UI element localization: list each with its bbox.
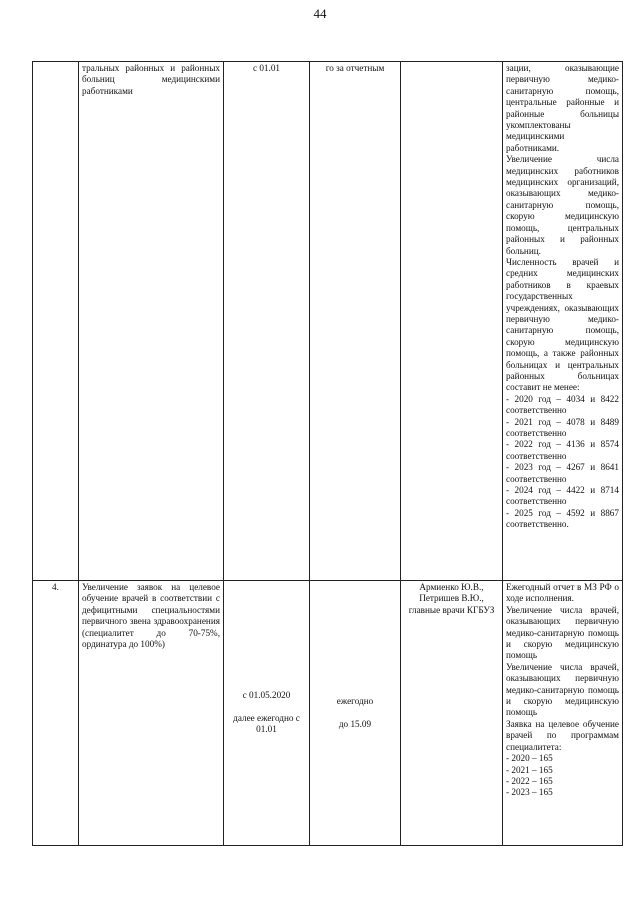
- results-cell: [503, 62, 623, 581]
- result-line: - 2024 год – 4422 и 8714 соответственно: [506, 485, 619, 507]
- start-date-cell: [224, 581, 310, 846]
- result-line: - 2022 – 165: [506, 775, 553, 786]
- result-line: - 2022 год – 4136 и 8574 соответственно: [506, 439, 619, 461]
- result-line: - 2025 год – 4592 и 8867 соответственно.: [506, 507, 619, 530]
- start-date-first: с 01.05.2020: [242, 690, 291, 701]
- result-line: Увеличение числа медицинских работников медицинских организаций, оказывающих медико-санитарную помощь, скорую медицинскую помощь, центральных районных и районных больниц.: [506, 154, 619, 256]
- period-frequency: ежегодно: [336, 696, 374, 707]
- period-deadline: до 15.09: [338, 718, 372, 729]
- result-line: - 2021 – 165: [506, 764, 553, 775]
- row-number-cell: [33, 62, 79, 581]
- table-row: [33, 62, 623, 581]
- start-date-cell: с 01.01: [224, 62, 310, 581]
- result-line: Численность врачей и средних медицинских работников в краевых государственных учреждениях, оказывающих первичную медико-санитарную помощь, скорую медицинскую помощь, а также районных больницах и центральных районных больницах составит не менее:: [506, 256, 619, 393]
- result-line: Заявка на целевое обучение врачей по программам специалитета:: [506, 718, 619, 752]
- row-number-cell: 4.: [33, 581, 79, 846]
- page-number: 44: [313, 6, 327, 21]
- table-row: [33, 581, 623, 846]
- activity-cell: тральных районных и районных больниц медицинскими работниками: [79, 62, 224, 581]
- result-line: - 2023 год – 4267 и 8641 соответственно: [506, 462, 619, 484]
- result-line: - 2021 год – 4078 и 8489 соответственно: [506, 416, 619, 438]
- result-line: - 2020 год – 4034 и 8422 соответственно: [506, 393, 619, 416]
- result-line: - 2020 – 165: [506, 753, 553, 764]
- result-line: Увеличение числа врачей, оказывающих первичную медико-санитарную помощь и скорую медицинскую помощь: [506, 604, 619, 661]
- activity-cell: Увеличение заявок на целевое обучение врачей в соответствии с дефицитными специальностями первичного звена здравоохранения (специалитет до 70-75%, ординатура до 100%): [79, 581, 224, 846]
- start-date-annual: далее ежегодно с 01.01: [233, 712, 300, 735]
- period-cell: го за отчетным: [310, 62, 401, 581]
- responsible-cell: [401, 62, 503, 581]
- plan-table: [32, 61, 623, 846]
- responsible-cell: Армиенко Ю.В., Петришев В.Ю., главные врачи КГБУЗ: [401, 581, 503, 846]
- result-line: Увеличение числа врачей, оказывающих первичную медико-санитарную помощь и скорую медицинскую помощь: [506, 661, 619, 718]
- result-line: Ежегодный отчет в МЗ РФ о ходе исполнения.: [506, 582, 619, 604]
- period-cell: [310, 581, 401, 846]
- results-cell: [503, 581, 623, 846]
- result-line: - 2023 – 165: [506, 787, 553, 798]
- result-line: зации, оказывающие первичную медико-санитарную помощь, центральные районные и районные больницы укомплектованы медицинскими работниками.: [506, 63, 619, 153]
